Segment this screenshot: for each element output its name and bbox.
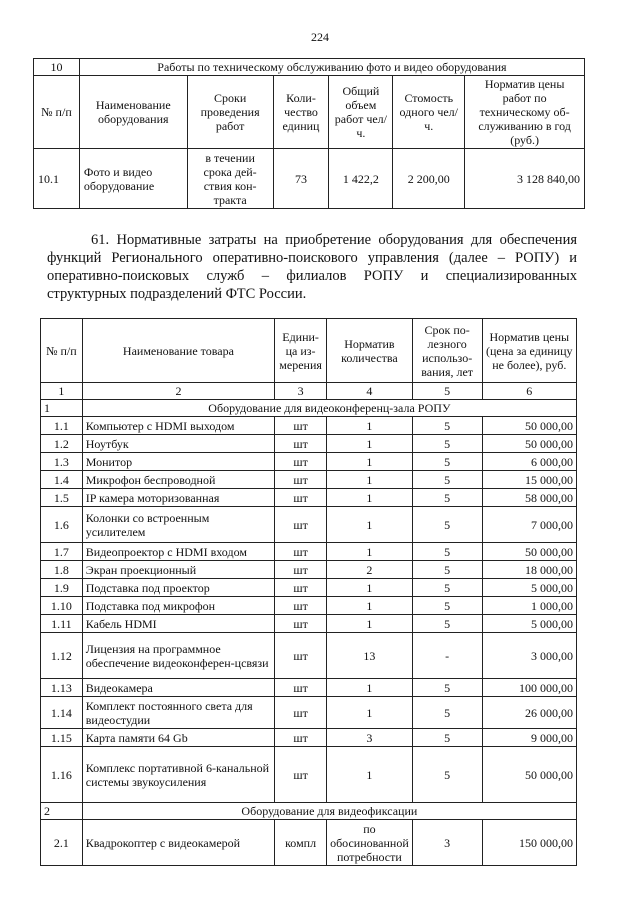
group-number: 1 (41, 400, 83, 417)
header-cell: Наименование оборудования (79, 76, 187, 149)
cell-product-name: IP камера моторизованная (82, 489, 274, 507)
equipment-table (40, 318, 577, 866)
header-cell: Наименование товара (82, 319, 274, 383)
cell-unit: шт (275, 633, 327, 679)
table-row (41, 597, 577, 615)
cell-service-life: 5 (412, 597, 482, 615)
page-number: 224 (311, 30, 329, 44)
header-cell: Коли-чество единиц (273, 76, 329, 149)
cell-num: 1.8 (41, 561, 83, 579)
table-row (41, 615, 577, 633)
cell-num: 1.13 (41, 679, 83, 697)
table-row (41, 579, 577, 597)
header-cell: № п/п (41, 319, 83, 383)
cell-quantity: 1 (327, 435, 413, 453)
cell-volume: 1 422,2 (329, 149, 393, 209)
section-title: Работы по техническому обслуживанию фото и видео оборудования (79, 59, 584, 76)
cell-period: в течении срока дей-ствия кон-тракта (187, 149, 273, 209)
cell-unit: шт (275, 417, 327, 435)
cell-unit: шт (275, 597, 327, 615)
cell-quantity: 3 (327, 729, 413, 747)
header-cell: Сроки проведения работ (187, 76, 273, 149)
cell-total: 3 128 840,00 (465, 149, 585, 209)
cell-quantity: 1 (327, 747, 413, 803)
cell-product-name: Микрофон беспроводной (82, 471, 274, 489)
cell-unit: шт (275, 435, 327, 453)
table-row (41, 507, 577, 543)
cell-price: 6 000,00 (482, 453, 576, 471)
cell-num: 1.2 (41, 435, 83, 453)
cell-price: 1 000,00 (482, 597, 576, 615)
table-row (41, 729, 577, 747)
cell-price: 9 000,00 (482, 729, 576, 747)
cell-unit-cost: 2 200,00 (393, 149, 465, 209)
cell-product-name: Видеопроектор с HDMI входом (82, 543, 274, 561)
cell-price: 50 000,00 (482, 543, 576, 561)
table-row (41, 633, 577, 679)
cell-product-name: Экран проекционный (82, 561, 274, 579)
cell-unit: шт (275, 729, 327, 747)
cell-num: 1.12 (41, 633, 83, 679)
cell-num: 1.7 (41, 543, 83, 561)
column-number: 4 (327, 383, 413, 400)
group-number: 2 (41, 803, 83, 820)
cell-quantity: 1 (327, 471, 413, 489)
header-cell: Стомость одного чел/ч. (393, 76, 465, 149)
cell-service-life: 5 (412, 543, 482, 561)
cell-service-life: 5 (412, 747, 482, 803)
cell-quantity: 1 (327, 453, 413, 471)
header-cell: Норматив цены (цена за единицу не более), руб. (482, 319, 576, 383)
cell-num: 2.1 (41, 820, 83, 866)
header-cell: Общий объем работ чел/ч. (329, 76, 393, 149)
maintenance-table (33, 58, 585, 209)
header-cell: Срок по-лезного использо-вания, лет (412, 319, 482, 383)
group-row (41, 803, 577, 820)
section-10-title-row (34, 59, 585, 76)
header-cell: № п/п (34, 76, 80, 149)
cell-service-life: 5 (412, 507, 482, 543)
table-row (41, 747, 577, 803)
cell-service-life: 5 (412, 679, 482, 697)
cell-price: 58 000,00 (482, 489, 576, 507)
cell-num: 1.10 (41, 597, 83, 615)
cell-num: 10.1 (34, 149, 80, 209)
cell-num: 1.14 (41, 697, 83, 729)
cell-quantity: 1 (327, 489, 413, 507)
table-row (41, 453, 577, 471)
table-row (34, 149, 585, 209)
cell-product-name: Комплекс портативной 6-канальной системы звукоусиления (82, 747, 274, 803)
paragraph-61: 61. Нормативные затраты на приобретение оборудования для обеспечения функций Регионального оперативно-поискового управления (далее – РОПУ) и оперативно-поисковых служб – филиалов РОПУ и специализированных структурных подразделений ФТС России. (47, 232, 577, 302)
header-row (34, 76, 585, 149)
cell-unit: шт (275, 747, 327, 803)
group-title: Оборудование для видеоконференц-зала РОПУ (82, 400, 576, 417)
section-number: 10 (34, 59, 80, 76)
cell-service-life: - (412, 633, 482, 679)
cell-num: 1.1 (41, 417, 83, 435)
cell-service-life: 5 (412, 471, 482, 489)
cell-unit: шт (275, 615, 327, 633)
column-number-row (41, 383, 577, 400)
cell-price: 5 000,00 (482, 615, 576, 633)
column-number: 5 (412, 383, 482, 400)
table-row (41, 471, 577, 489)
cell-quantity: 13 (327, 633, 413, 679)
column-number: 2 (82, 383, 274, 400)
cell-unit: шт (275, 561, 327, 579)
cell-unit: шт (275, 543, 327, 561)
cell-price: 150 000,00 (482, 820, 576, 866)
cell-product-name: Колонки со встроенным усилителем (82, 507, 274, 543)
cell-quantity: 2 (327, 561, 413, 579)
cell-product-name: Карта памяти 64 Gb (82, 729, 274, 747)
group-title: Оборудование для видеофиксации (82, 803, 576, 820)
cell-service-life: 3 (412, 820, 482, 866)
cell-service-life: 5 (412, 417, 482, 435)
cell-quantity: 1 (327, 543, 413, 561)
cell-quantity: 1 (327, 615, 413, 633)
cell-price: 50 000,00 (482, 747, 576, 803)
cell-service-life: 5 (412, 697, 482, 729)
cell-product-name: Лицензия на программное обеспечение видеоконферен-цсвязи (82, 633, 274, 679)
column-number: 6 (482, 383, 576, 400)
cell-quantity: 1 (327, 679, 413, 697)
cell-product-name: Ноутбук (82, 435, 274, 453)
cell-product-name: Подставка под проектор (82, 579, 274, 597)
cell-service-life: 5 (412, 453, 482, 471)
cell-price: 100 000,00 (482, 679, 576, 697)
cell-price: 26 000,00 (482, 697, 576, 729)
table-row (41, 417, 577, 435)
cell-price: 3 000,00 (482, 633, 576, 679)
cell-unit: шт (275, 453, 327, 471)
column-number: 3 (275, 383, 327, 400)
cell-num: 1.9 (41, 579, 83, 597)
header-row (41, 319, 577, 383)
cell-quantity: 1 (327, 697, 413, 729)
cell-product-name: Комплект постоянного света для видеостудии (82, 697, 274, 729)
header-cell: Норматив количества (327, 319, 413, 383)
cell-quantity: 1 (327, 597, 413, 615)
cell-unit: компл (275, 820, 327, 866)
cell-num: 1.16 (41, 747, 83, 803)
cell-service-life: 5 (412, 489, 482, 507)
table-row (41, 561, 577, 579)
cell-product-name: Компьютер с HDMI выходом (82, 417, 274, 435)
table-row (41, 489, 577, 507)
cell-service-life: 5 (412, 579, 482, 597)
cell-product-name: Квадрокоптер с видеокамерой (82, 820, 274, 866)
table-row (41, 679, 577, 697)
cell-service-life: 5 (412, 615, 482, 633)
cell-quantity: 1 (327, 579, 413, 597)
column-number: 1 (41, 383, 83, 400)
header-cell: Норматив цены работ по техническому об-служиванию в год (руб.) (465, 76, 585, 149)
table-row (41, 543, 577, 561)
cell-num: 1.6 (41, 507, 83, 543)
cell-price: 5 000,00 (482, 579, 576, 597)
cell-product-name: Подставка под микрофон (82, 597, 274, 615)
cell-product-name: Кабель HDMI (82, 615, 274, 633)
table-row (41, 435, 577, 453)
cell-quantity: 73 (273, 149, 329, 209)
cell-quantity: 1 (327, 507, 413, 543)
table-row (41, 697, 577, 729)
table-row (41, 820, 577, 866)
cell-num: 1.3 (41, 453, 83, 471)
cell-unit: шт (275, 489, 327, 507)
cell-unit: шт (275, 679, 327, 697)
cell-quantity: по обосинованной потребности (327, 820, 413, 866)
cell-unit: шт (275, 471, 327, 489)
cell-price: 18 000,00 (482, 561, 576, 579)
cell-num: 1.4 (41, 471, 83, 489)
cell-product-name: Видеокамера (82, 679, 274, 697)
cell-service-life: 5 (412, 729, 482, 747)
cell-unit: шт (275, 507, 327, 543)
cell-price: 50 000,00 (482, 435, 576, 453)
cell-unit: шт (275, 697, 327, 729)
cell-unit: шт (275, 579, 327, 597)
cell-num: 1.5 (41, 489, 83, 507)
cell-name: Фото и видео оборудование (79, 149, 187, 209)
header-cell: Едини-ца из-мерения (275, 319, 327, 383)
cell-price: 15 000,00 (482, 471, 576, 489)
cell-quantity: 1 (327, 417, 413, 435)
cell-num: 1.15 (41, 729, 83, 747)
cell-price: 7 000,00 (482, 507, 576, 543)
cell-service-life: 5 (412, 561, 482, 579)
cell-price: 50 000,00 (482, 417, 576, 435)
cell-service-life: 5 (412, 435, 482, 453)
group-row (41, 400, 577, 417)
cell-num: 1.11 (41, 615, 83, 633)
cell-product-name: Монитор (82, 453, 274, 471)
